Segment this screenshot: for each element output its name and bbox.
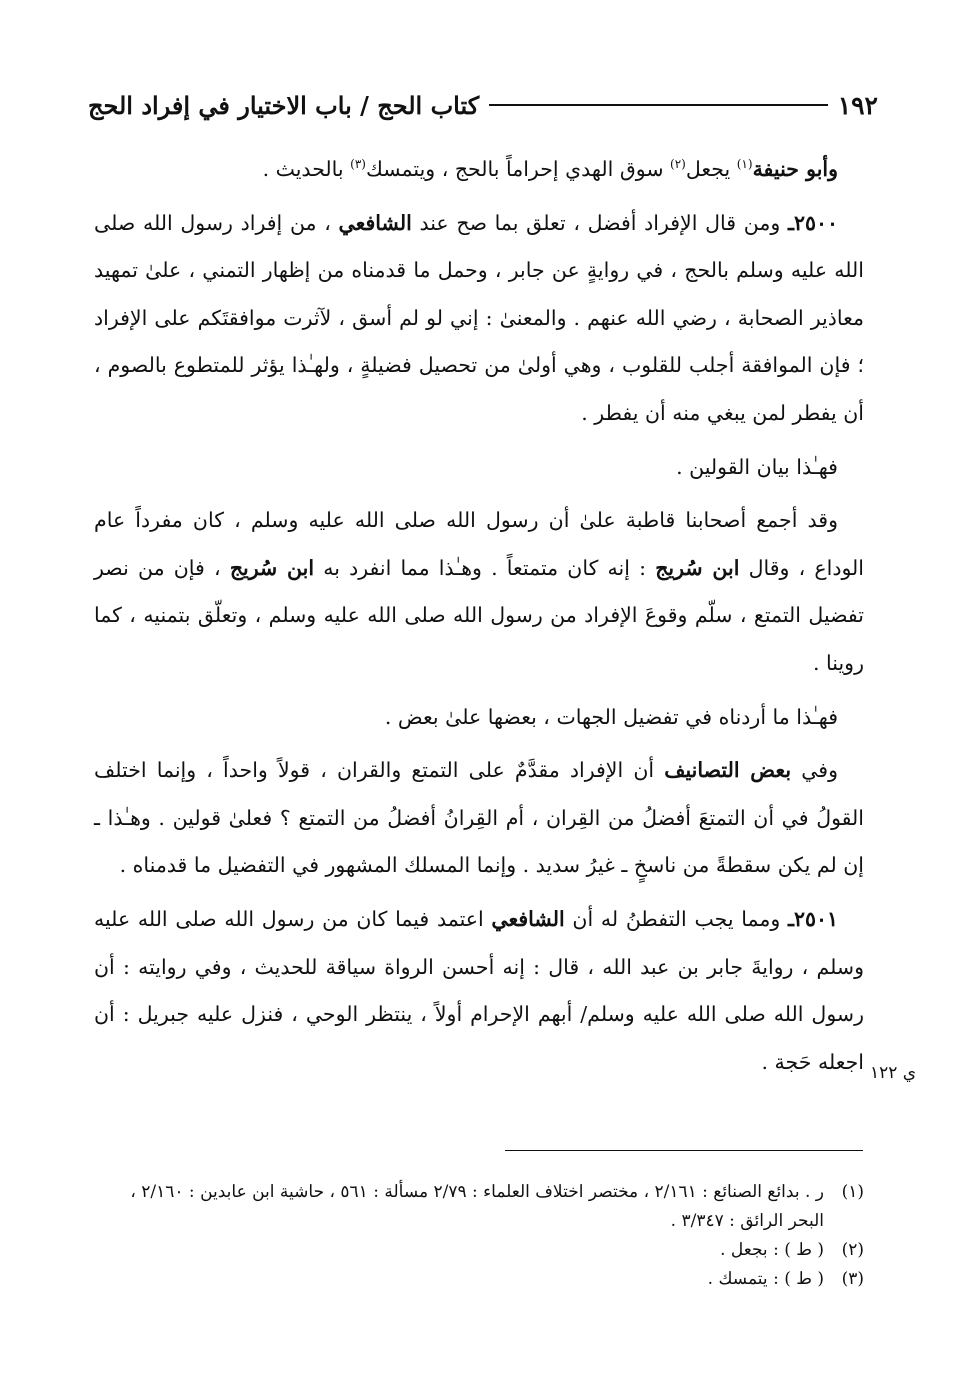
bold-name: الشافعي bbox=[491, 906, 565, 931]
author-name: وأبو حنيفة bbox=[752, 157, 838, 181]
footnote-text: ( ط ) : بجعل . bbox=[720, 1240, 824, 1260]
footnote bbox=[94, 1236, 864, 1265]
paragraph-5: فهـٰذا ما أردناه في تفضيل الجهات ، بعضها علىٰ بعض . bbox=[384, 704, 838, 729]
footnote bbox=[94, 1178, 864, 1236]
running-header bbox=[88, 88, 878, 122]
paragraph-3: فهـٰذا بيان القولين . bbox=[676, 454, 838, 479]
text-run: بالحديث . bbox=[262, 157, 351, 181]
footnote-ref-3: (٣) bbox=[350, 157, 366, 172]
text-run: يجعل bbox=[685, 157, 737, 181]
footnote-ref-1: (١) bbox=[736, 157, 753, 172]
footnote-rule bbox=[505, 1150, 863, 1151]
footnote-text: ( ط ) : يتمسك . bbox=[707, 1269, 824, 1289]
paragraph-1 bbox=[94, 146, 864, 194]
text-run: ، فإن من نصر تفضيل التمتع ، سلّم وقوعَ الإفراد من رسول الله صلى الله عليه وسلم ، وتعلّق بتمنيه ، كما روينا . bbox=[94, 555, 864, 675]
footnote-ref-2: (٢) bbox=[670, 157, 686, 172]
text-run: سوق الهدي إحراماً بالحج ، ويتمسك bbox=[365, 157, 671, 181]
paragraph-6 bbox=[94, 747, 864, 890]
text-run: ومن قال الإفراد أفضل ، تعلق بما صح عند bbox=[411, 210, 788, 235]
section-number: ٢٥٠٠ـ bbox=[787, 210, 838, 235]
text-run: : إنه كان متمتعاً . وهـٰذا مما انفرد به bbox=[314, 555, 656, 580]
footnotes bbox=[94, 1178, 864, 1294]
paragraph-2501 bbox=[94, 896, 864, 1086]
main-text bbox=[94, 146, 864, 1092]
paragraph-2500 bbox=[94, 200, 864, 438]
paragraph-4 bbox=[94, 497, 864, 687]
text-run: وفي bbox=[791, 758, 838, 783]
bold-name: الشافعي bbox=[338, 210, 412, 235]
bold-name: ابن سُريج bbox=[655, 555, 740, 580]
text-run: ، من إفراد رسول الله صلى الله عليه وسلم بالحج ، في روايةٍ عن جابر ، وحمل ما قدمناه من إظهار التمني ، علىٰ تمهيد معاذير الصحابة ، رضي الله عنهم . والمعنىٰ : إني لو لم أسق ، لآثرت موافقتَكم على الإفراد ؛ فإن الموافقة أجلب للقلوب ، وهي أولىٰ من تحصيل فضيلةٍ ، ولهـٰذا يؤثر للمتطوع بالصوم ، أن يفطر لمن يبغي منه أن يفطر . bbox=[94, 210, 864, 425]
page-number: ١٩٢ bbox=[837, 90, 878, 120]
footnote-number: (١) bbox=[841, 1182, 864, 1202]
text-run: وقد أجمع أصحابنا قاطبة علىٰ أن رسول الله صلى الله عليه وسلم ، كان مفرداً عام الوداع ، وقال bbox=[94, 508, 864, 580]
section-number: ٢٥٠١ـ bbox=[787, 906, 838, 931]
footnote bbox=[94, 1265, 864, 1294]
bold-name: ابن سُريج bbox=[229, 555, 315, 580]
bold-name: بعض التصانيف bbox=[664, 758, 792, 783]
text-run: أن الإفراد مقدَّمٌ على التمتع والقران ، قولاً واحداً ، وإنما اختلف القولُ في أن التمتعَ أفضلُ من القِران ، أم القِرانُ أفضلُ من التمتع ؟ فعلىٰ قولين . وهـٰذا ـ إن لم يكن سقطةً من ناسخٍ ـ غيرُ سديد . وإنما المسلك المشهور في التفضيل ما قدمناه . bbox=[94, 758, 864, 878]
footnote-number: (٢) bbox=[841, 1240, 864, 1260]
text-run: اعتمد فيما كان من رسول الله صلى الله عليه وسلم ، روايةَ جابر بن عبد الله ، قال : إنه أحسن الرواة سياقة للحديث ، وفي روايته : أن رسول الله صلى الله عليه وسلم/ أبهم الإحرام أولاً ، ينتظر الوحي ، فنزل عليه جبريل : أن اجعله حَجة . bbox=[94, 906, 864, 1074]
header-title: كتاب الحج / باب الاختيار في إفراد الحج bbox=[88, 90, 480, 120]
text-run: ومما يجب التفطنُ له أن bbox=[564, 906, 788, 931]
header-rule bbox=[489, 104, 828, 106]
footnote-text: ر . بدائع الصنائع : ٢/١٦١ ، مختصر اختلاف العلماء : ٢/٧٩ مسألة : ٥٦١ ، حاشية ابن عابدين : ٢/١٦٠ ، البحر الرائق : ٣/٣٤٧ . bbox=[130, 1182, 824, 1231]
footnote-number: (٣) bbox=[841, 1269, 864, 1289]
margin-note: ي ١٢٢ bbox=[870, 1063, 917, 1083]
